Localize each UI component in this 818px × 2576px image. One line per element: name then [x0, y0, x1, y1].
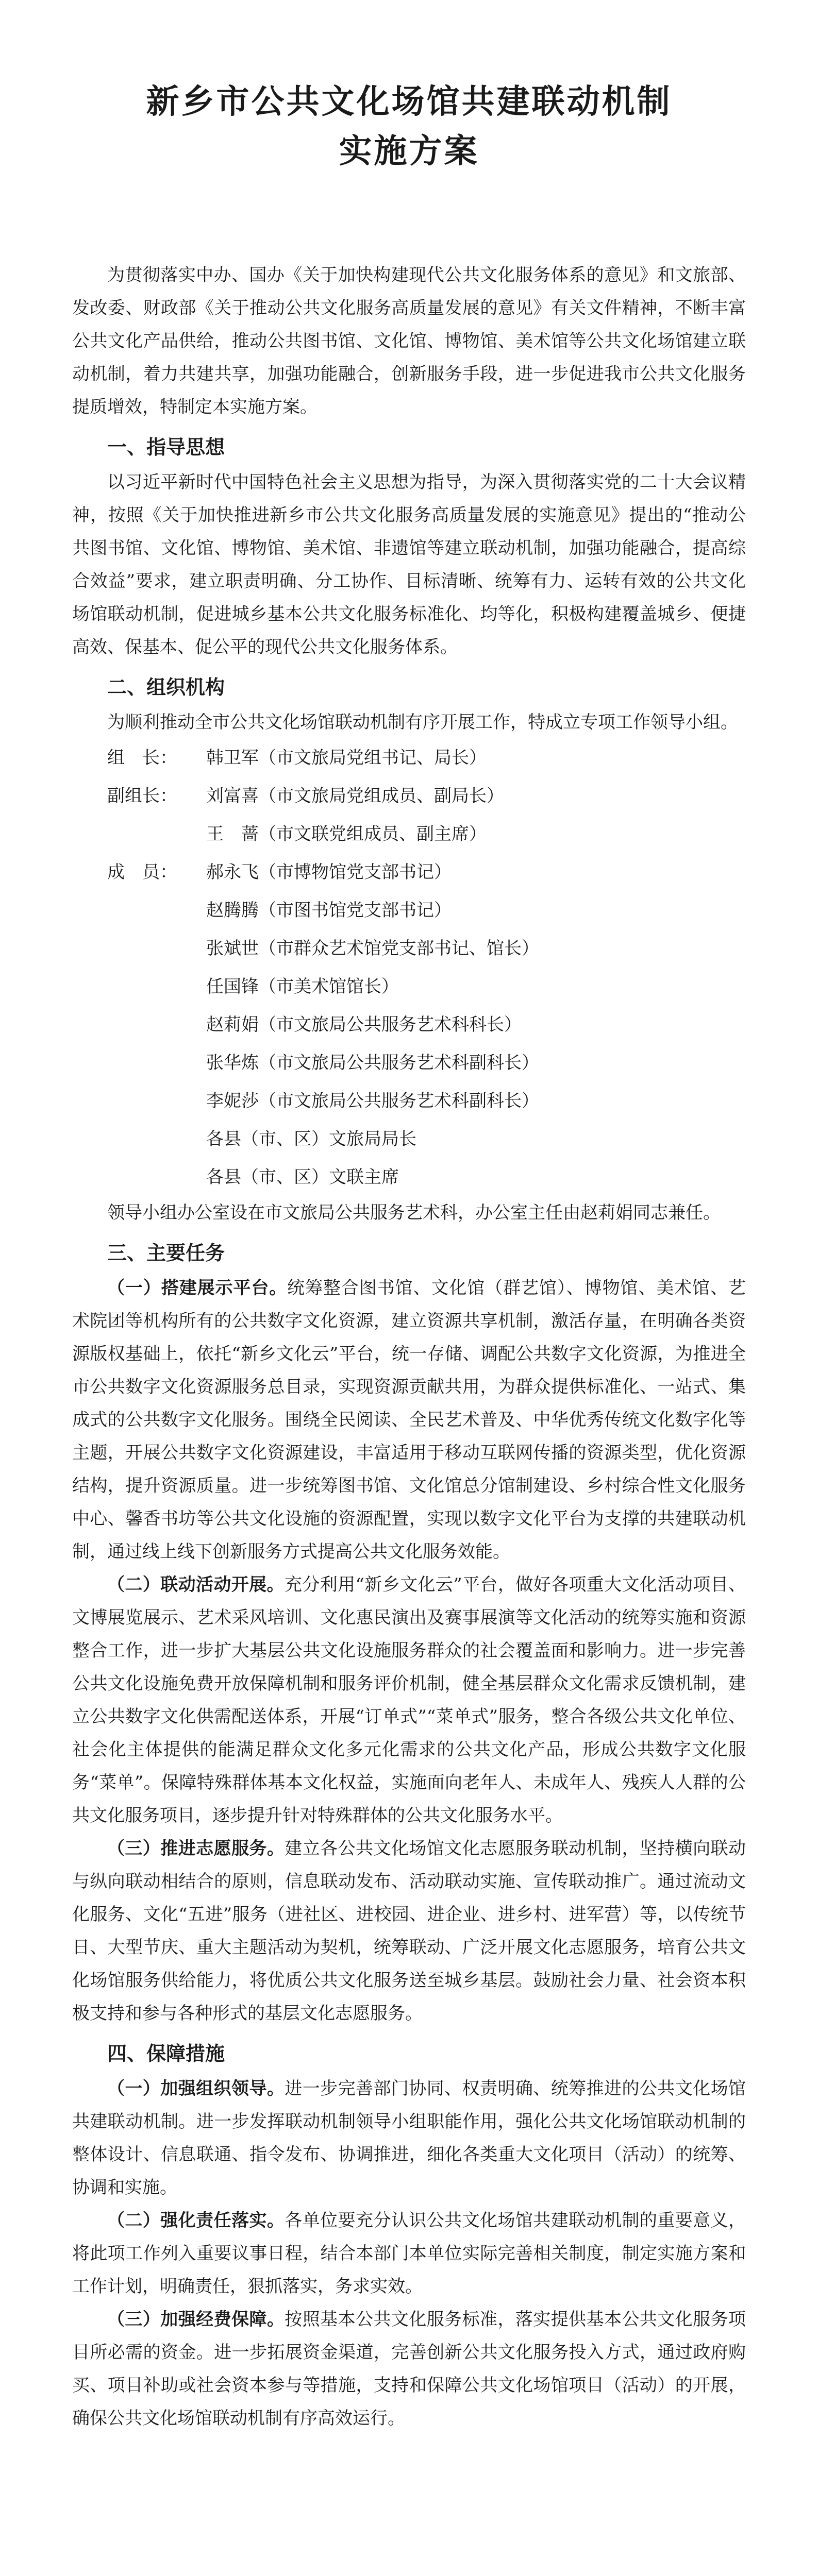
org-role: [72, 1082, 206, 1120]
org-member: 王 蔷（市文联党组成员、副主席）: [206, 824, 487, 844]
org-role: [72, 1006, 206, 1044]
org-row: [72, 1120, 746, 1158]
measure-1-text: 进一步完善部门协同、权责明确、统筹推进的公共文化场馆共建联动机制。进一步发挥联动机制领导小组职能作用，强化公共文化场馆联动机制的整体设计、信息联通、指令发布、协调推进，细化各类重大文化项目（活动）的统筹、协调和实施。: [72, 2078, 746, 2198]
task-2-text: 充分利用“新乡文化云”平台，做好各项重大文化活动项目、文博展览展示、艺术采风培训、文化惠民演出及赛事展演等文化活动的统筹实施和资源整合工作，进一步扩大基层公共文化设施服务群众的社会覆盖面和影响力。进一步完善公共文化设施免费开放保障机制和服务评价机制，健全基层群众文化需求反馈机制，建立公共数字文化供需配送体系，开展“订单式”“菜单式”服务，整合各级公共文化单位、社会化主体提供的能满足群众文化多元化需求的公共文化产品，形成公共数字文化服务“菜单”。保障特殊群体基本文化权益，实施面向老年人、未成年人、残疾人人群的公共文化服务项目，逐步提升针对特殊群体的公共文化服务水平。: [72, 1574, 746, 1826]
task-1-text: 统筹整合图书馆、文化馆（群艺馆）、博物馆、美术馆、艺术院团等机构所有的公共数字文化资源，建立资源共享机制，激活存量，在明确各类资源版权基础上，依托“新乡文化云”平台，统一存储、调配公共数字文化资源，为推进全市公共数字文化资源服务总目录，实现资源贡献共用，为群众提供标准化、一站式、集成式的公共数字文化服务。围绕全民阅读、全民艺术普及、中华优秀传统文化数字化等主题，开展公共数字文化资源建设，丰富适用于移动互联网传播的资源类型，优化资源结构，提升资源质量。进一步统筹图书馆、文化馆总分馆制建设、乡村综合性文化服务中心、馨香书坊等公共文化设施的资源配置，实现以数字文化平台为支撑的共建联动机制，通过线上线下创新服务方式提高公共文化服务效能。: [72, 1278, 746, 1562]
measure-1-paragraph: [72, 2072, 746, 2204]
org-row: [72, 815, 746, 853]
org-member: 赵莉娟（市文旅局公共服务艺术科科长）: [206, 1014, 522, 1035]
org-role: [72, 1120, 206, 1158]
org-row: [72, 1044, 746, 1082]
measure-3-text: 按照基本公共文化服务标准，落实提供基本公共文化服务项目所必需的资金。进一步拓展资金渠道，完善创新公共文化服务投入方式，通过政府购买、项目补助或社会资本参与等措施，支持和保障公共文化场馆项目（活动）的开展，确保公共文化场馆联动机制有序高效运行。: [72, 2309, 746, 2429]
measure-3-paragraph: [72, 2303, 746, 2435]
task-1-paragraph: [72, 1272, 746, 1568]
org-row: [72, 1006, 746, 1044]
org-member: 刘富喜（市文旅局党组成员、副局长）: [206, 786, 504, 806]
org-role: [72, 1044, 206, 1082]
section-2-paragraph: 为顺利推动全市公共文化场馆联动机制有序开展工作，特成立专项工作领导小组。: [107, 712, 738, 733]
org-role: [72, 1158, 206, 1196]
section-4-heading: 四、保障措施: [107, 2042, 225, 2065]
section-1-heading: 一、指导思想: [107, 436, 225, 459]
section-1-paragraph: 以习近平新时代中国特色社会主义思想为指导，为深入贯彻落实党的二十大会议精神，按照《关于加快推进新乡市公共文化服务高质量发展的实施意见》提出的“推动公共图书馆、文化馆、博物馆、美术馆、非遗馆等建立联动机制，加强功能融合，提高综合效益”要求，建立职责明确、分工协作、目标清晰、统筹有力、运转有效的公共文化场馆联动机制，促进城乡基本公共文化服务标准化、均等化，积极构建覆盖城乡、便捷高效、保基本、促公平的现代公共文化服务体系。: [72, 472, 746, 657]
task-3-text: 建立各公共文化场馆文化志愿服务联动机制，坚持横向联动与纵向联动相结合的原则，信息联动发布、活动联动实施、宣传联动推广。通过流动文化服务、文化“五进”服务（进社区、进校园、进企业、进乡村、进军营）等，以传统节日、大型节庆、重大主题活动为契机，统筹联动、广泛开展文化志愿服务，培育公共文化场馆服务供给能力，将优质公共文化服务送至城乡基层。鼓励社会力量、社会资本积极支持和参与各种形式的基层文化志愿服务。: [72, 1838, 746, 2024]
org-role: 成 员：: [107, 862, 177, 883]
org-member: 张斌世（市群众艺术馆党支部书记、馆长）: [206, 938, 539, 959]
task-3-paragraph: [72, 1832, 746, 2030]
task-2-lead: （二）联动活动开展。: [107, 1574, 285, 1595]
org-row: [72, 891, 746, 929]
measure-2-text: 各单位要充分认识公共文化场馆共建联动机制的重要意义，将此项工作列入重要议事日程，结合本部门本单位实际完善相关制度，制定实施方案和工作计划，明确责任，狠抓落实，务求实效。: [72, 2210, 746, 2297]
intro-paragraph: 为贯彻落实中办、国办《关于加快构建现代公共文化服务体系的意见》和文旅部、发改委、财政部《关于推动公共文化服务高质量发展的意见》有关文件精神，不断丰富公共文化产品供给，推动公共图书馆、文化馆、博物馆、美术馆等公共文化场馆建立联动机制，着力共建共享，加强功能融合，创新服务手段，进一步促进我市公共文化服务提质增效，特制定本实施方案。: [72, 265, 746, 417]
document-title: [72, 77, 746, 176]
task-1-lead: （一）搭建展示平台。: [107, 1278, 288, 1298]
org-member: 李妮莎（市文旅局公共服务艺术科副科长）: [206, 1091, 539, 1111]
task-2-paragraph: [72, 1568, 746, 1832]
section-2-heading: 二、组织机构: [107, 676, 225, 699]
section-2-office-paragraph: 领导小组办公室设在市文旅局公共服务艺术科，办公室主任由赵莉娟同志兼任。: [107, 1202, 721, 1223]
org-row: [72, 968, 746, 1006]
org-role: [72, 891, 206, 929]
org-row: [72, 1158, 746, 1196]
org-row: [72, 853, 746, 891]
org-member: 各县（市、区）文旅局局长: [206, 1129, 416, 1149]
measure-2-lead: （二）强化责任落实。: [107, 2210, 285, 2231]
org-row: [72, 1082, 746, 1120]
org-member: 张华炼（市文旅局公共服务艺术科副科长）: [206, 1053, 539, 1073]
task-3-lead: （三）推进志愿服务。: [107, 1838, 285, 1859]
org-row: [72, 929, 746, 968]
org-member: 郝永飞（市博物馆党支部书记）: [206, 862, 452, 883]
measure-3-lead: （三）加强经费保障。: [107, 2309, 285, 2330]
org-role: [72, 929, 206, 968]
org-member: 各县（市、区）文联主席: [206, 1167, 399, 1188]
measure-1-lead: （一）加强组织领导。: [107, 2078, 285, 2099]
measure-2-paragraph: [72, 2204, 746, 2303]
org-member: 韩卫军（市文旅局党组书记、局长）: [206, 748, 487, 768]
org-row: [72, 739, 746, 777]
org-member: 赵腾腾（市图书馆党支部书记）: [206, 900, 452, 921]
org-role: 副组长：: [107, 786, 177, 806]
org-role: [72, 968, 206, 1006]
section-3-heading: 三、主要任务: [107, 1242, 225, 1264]
org-role: 组 长：: [107, 748, 177, 768]
organization-list: [72, 739, 746, 1196]
org-row: [72, 777, 746, 815]
org-member: 任国锋（市美术馆馆长）: [206, 976, 399, 997]
title-line-2: 实施方案: [339, 132, 479, 171]
org-role: [72, 815, 206, 853]
title-line-1: 新乡市公共文化场馆共建联动机制: [146, 82, 672, 121]
